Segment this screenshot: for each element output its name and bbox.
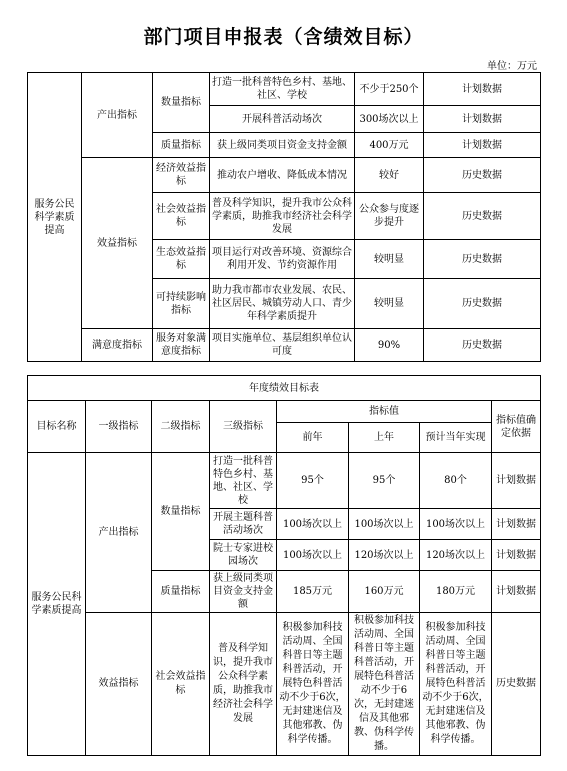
indicator-cell: 推动农户增收、降低成本情况 <box>210 158 355 193</box>
header-level2: 二级指标 <box>152 401 210 453</box>
basis-cell: 计划数据 <box>424 73 541 106</box>
expected-cell: 积极参加科技活动周、全国科普日等主题科普活动，开展特色科普活动不少于6次，无封建迷信及其他邪教、伪科学传播。 <box>420 613 492 756</box>
level2-cell: 社会效益指标 <box>153 193 210 240</box>
expected-cell: 120场次以上 <box>420 540 492 571</box>
basis-cell: 计划数据 <box>424 106 541 133</box>
page-title: 部门项目申报表（含绩效目标） <box>143 26 424 48</box>
level1-cell: 效益指标 <box>86 613 152 756</box>
header-prev-year: 前年 <box>277 423 349 453</box>
basis-cell: 计划数据 <box>492 571 541 613</box>
basis-cell: 历史数据 <box>424 329 541 362</box>
section-title: 年度绩效目标表 <box>28 376 541 401</box>
indicator-cell: 项目运行对改善环境、资源综合利用开发、节约资源作用 <box>210 240 355 279</box>
basis-cell: 计划数据 <box>492 453 541 509</box>
header-last-year: 上年 <box>349 423 420 453</box>
value-cell: 公众参与度逐步提升 <box>355 193 424 240</box>
level2-cell: 经济效益指标 <box>153 158 210 193</box>
basis-cell: 历史数据 <box>424 158 541 193</box>
indicator-cell: 开展科普活动场次 <box>210 106 355 133</box>
header-level1: 一级指标 <box>86 401 152 453</box>
indicator-cell: 打造一批科普特色乡村、基地、社区、学校 <box>210 73 355 106</box>
basis-cell: 计划数据 <box>424 133 541 158</box>
expected-cell: 80个 <box>420 453 492 509</box>
unit-label: 单位：万元 <box>487 61 537 72</box>
table-row <box>28 376 541 401</box>
expected-cell: 100场次以上 <box>420 509 492 540</box>
level2-cell: 数量指标 <box>153 73 210 133</box>
value-cell: 不少于250个 <box>355 73 424 106</box>
annual-performance-table <box>27 375 541 756</box>
level1-cell: 产出指标 <box>86 453 152 613</box>
goal-cell: 服务公民科学素质提高 <box>28 453 86 756</box>
basis-cell: 历史数据 <box>424 279 541 329</box>
indicator-cell: 普及科学知识，提升我市公众科学素质，助推我市经济社会科学发展 <box>210 613 277 756</box>
prev-cell: 95个 <box>277 453 349 509</box>
header-level3: 三级指标 <box>210 401 277 453</box>
table-row <box>28 329 541 362</box>
indicator-cell: 获上级同类项目资金支持金额 <box>210 571 277 613</box>
header-row <box>28 401 541 423</box>
goal-cell: 服务公民科学素质提高 <box>28 73 82 362</box>
value-cell: 90% <box>355 329 424 362</box>
value-cell: 较好 <box>355 158 424 193</box>
expected-cell: 180万元 <box>420 571 492 613</box>
prev-cell: 100场次以上 <box>277 509 349 540</box>
level2-cell: 可持续影响指标 <box>153 279 210 329</box>
indicator-cell: 开展主题科普活动场次 <box>210 509 277 540</box>
prev-cell: 积极参加科技活动周、全国科普日等主题科普活动，开展特色科普活动不少于6次，无封建迷信及其他邪教、伪科学传播。 <box>277 613 349 756</box>
prev-cell: 185万元 <box>277 571 349 613</box>
level2-cell: 生态效益指标 <box>153 240 210 279</box>
indicator-cell: 项目实施单位、基层组织单位认可度 <box>210 329 355 362</box>
indicator-cell: 院士专家进校园场次 <box>210 540 277 571</box>
basis-cell: 历史数据 <box>424 193 541 240</box>
header-goal: 目标名称 <box>28 401 86 453</box>
header-expected: 预计当年实现 <box>420 423 492 453</box>
basis-cell: 历史数据 <box>424 240 541 279</box>
level2-cell: 数量指标 <box>152 453 210 571</box>
level2-cell: 服务对象满意度指标 <box>153 329 210 362</box>
last-cell: 积极参加科技活动周、全国科普日等主题科普活动，开展特色科普活动不少于6次，无封建迷信及其他邪教、伪科学传播。 <box>349 613 420 756</box>
value-cell: 较明显 <box>355 279 424 329</box>
value-cell: 400万元 <box>355 133 424 158</box>
table-row <box>28 613 541 756</box>
last-cell: 120场次以上 <box>349 540 420 571</box>
last-cell: 95个 <box>349 453 420 509</box>
basis-cell: 历史数据 <box>492 613 541 756</box>
level1-cell: 满意度指标 <box>82 329 153 362</box>
level2-cell: 质量指标 <box>153 133 210 158</box>
last-cell: 100场次以上 <box>349 509 420 540</box>
indicator-cell: 打造一批科普特色乡村、基地、社区、学校 <box>210 453 277 509</box>
basis-cell: 计划数据 <box>492 540 541 571</box>
table-row <box>28 73 541 106</box>
indicator-cell: 助力我市都市农业发展、农民、社区居民、城镇劳动人口、青少年科学素质提升 <box>210 279 355 329</box>
table-row <box>28 158 541 193</box>
indicator-cell: 获上级同类项目资金支持金额 <box>210 133 355 158</box>
level1-cell: 效益指标 <box>82 158 153 329</box>
header-value: 指标值 <box>277 401 492 423</box>
summary-table <box>27 72 541 362</box>
last-cell: 160万元 <box>349 571 420 613</box>
level2-cell: 社会效益指标 <box>152 613 210 756</box>
header-basis: 指标值确定依据 <box>492 401 541 453</box>
value-cell: 较明显 <box>355 240 424 279</box>
value-cell: 300场次以上 <box>355 106 424 133</box>
level1-cell: 产出指标 <box>82 73 153 158</box>
table-row <box>28 453 541 509</box>
basis-cell: 计划数据 <box>492 509 541 540</box>
indicator-cell: 普及科学知识，提升我市公众科学素质，助推我市经济社会科学发展 <box>210 193 355 240</box>
prev-cell: 100场次以上 <box>277 540 349 571</box>
level2-cell: 质量指标 <box>152 571 210 613</box>
